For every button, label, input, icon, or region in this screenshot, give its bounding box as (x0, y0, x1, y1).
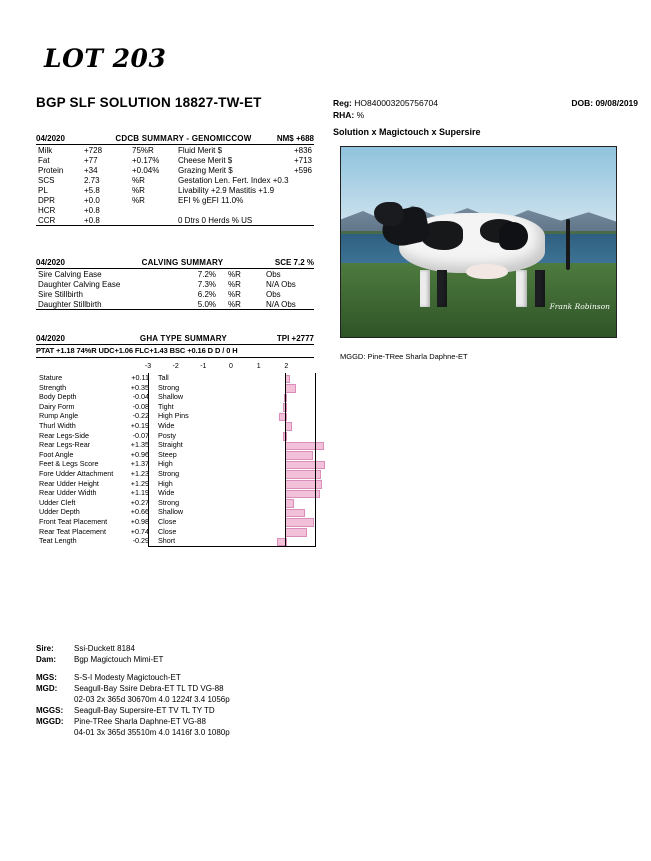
trait-value: +0.11 (131, 373, 149, 382)
cdcb-label2 (176, 205, 291, 215)
trait-name: Rear Udder Height (39, 478, 99, 488)
calving-label: Daughter Calving Ease (38, 279, 121, 289)
calving-label: Sire Stillbirth (38, 289, 83, 299)
cdcb-label: HCR (38, 205, 56, 215)
calving-header (36, 258, 314, 269)
rha-row (333, 110, 638, 122)
cdcb-value: +0.0 (84, 195, 100, 205)
table-row (36, 195, 314, 205)
table-row (36, 175, 314, 185)
trait-value: +0.66 (130, 507, 149, 517)
cow-tail (566, 219, 570, 270)
trait-name: Body Depth (39, 392, 77, 402)
dam-label: Dam: (36, 655, 57, 664)
table-row (36, 269, 314, 279)
cdcb-value2 (291, 185, 314, 195)
cdcb-pct (130, 215, 176, 226)
reg-label: Reg: (333, 98, 352, 108)
spacer (36, 665, 456, 672)
trait-value: +0.19 (130, 420, 149, 430)
cdcb-pct: +0.04% (132, 165, 160, 175)
trait-descriptor: Wide (157, 420, 175, 430)
trait-name: Rear Legs-Side (39, 430, 89, 440)
trait-name: Teat Length (39, 536, 77, 546)
trait-name: Stature (39, 373, 63, 382)
pedigree-mgs-row (36, 672, 456, 683)
cdcb-label: Fat (38, 155, 50, 165)
table-row (36, 289, 314, 299)
calving-value: 6.2% (197, 289, 216, 299)
trait-descriptor: Posty (157, 430, 176, 440)
trait-descriptor: Strong (157, 382, 180, 392)
calving-rel: %R (228, 289, 241, 299)
cdcb-pct: 75%R (132, 145, 154, 155)
gha-tpi: TPI +2777 (276, 334, 314, 343)
cow-leg (535, 270, 545, 306)
calving-rel: %R (228, 269, 241, 279)
trait-value: +1.37 (130, 459, 149, 469)
calving-obs: Obs (266, 269, 281, 279)
cdcb-value2 (291, 195, 314, 205)
animal-photo (340, 146, 617, 338)
pedigree-mggs-row (36, 705, 456, 716)
mggs-value: Seagull-Bay Supersire-ET TV TL TY TD (74, 706, 215, 715)
cdcb-pct: %R (132, 195, 145, 205)
dob-group (571, 98, 638, 108)
trait-value: +1.35 (130, 440, 149, 450)
trait-descriptor: Short (157, 536, 176, 546)
cdcb-value2 (291, 205, 314, 215)
mgd-label: MGD: (36, 684, 58, 693)
cdcb-value: +728 (84, 145, 103, 155)
cdcb-label: SCS (38, 175, 55, 185)
cdcb-pct: %R (132, 175, 145, 185)
trait-descriptor: Steep (157, 449, 177, 459)
pedigree-block (36, 643, 456, 738)
mgs-label: MGS: (36, 673, 57, 682)
mggd-value: Pine-TRee Sharla Daphne-ET VG-88 (74, 717, 206, 726)
cdcb-value2: +596 (293, 165, 312, 175)
sire-label: Sire: (36, 644, 54, 653)
cow-leg (516, 270, 526, 306)
gha-ptat-line: PTAT +1.18 74%R UDC+1.06 FLC+1.43 BSC +0.16 D D / 0 H (36, 345, 314, 358)
calving-sce: SCE 7.2 % (274, 258, 314, 267)
cdcb-value: +0.8 (82, 215, 130, 226)
trait-name: Rear Teat Placement (39, 526, 106, 536)
cdcb-summary-section (36, 134, 314, 226)
trait-name: Udder Depth (39, 507, 80, 517)
cdcb-label: Protein (38, 165, 64, 175)
pedigree-sire-row (36, 643, 456, 654)
cdcb-value2 (291, 215, 314, 226)
trait-value: -0.08 (132, 401, 149, 411)
axis-tick: -2 (172, 363, 179, 370)
trait-name: Dairy Form (39, 401, 75, 411)
trait-descriptor: Close (157, 516, 177, 526)
cdcb-label: Milk (38, 145, 53, 155)
table-row (36, 215, 314, 226)
table-row (36, 299, 314, 310)
table-row (36, 145, 314, 155)
trait-descriptor: Wide (157, 488, 175, 498)
trait-name: Fore Udder Attachment (39, 468, 114, 478)
trait-descriptor: Tight (157, 401, 174, 411)
cdcb-label2: Cheese Merit $ (178, 155, 233, 165)
pedigree-mggd-row (36, 716, 456, 727)
cdcb-label2: Grazing Merit $ (178, 165, 233, 175)
calving-value: 7.3% (197, 279, 216, 289)
cdcb-header (36, 134, 314, 145)
calving-title: CALVING SUMMARY (141, 258, 224, 267)
trait-name: Thurl Width (39, 420, 76, 430)
trait-descriptor: High (157, 459, 173, 469)
mgd-value: Seagull-Bay Ssire Debra-ET TL TD VG-88 (74, 684, 224, 693)
dam-value: Bgp Magictouch Mimi-ET (74, 655, 164, 664)
calving-obs: Obs (266, 289, 281, 299)
calving-value: 7.2% (197, 269, 216, 279)
sire-value: Ssi-Duckett 8184 (74, 644, 135, 653)
calving-label: Daughter Stillbirth (36, 299, 170, 310)
trait-descriptor: Straight (157, 440, 183, 450)
trait-value: +0.96 (130, 449, 149, 459)
trait-name: Rear Legs-Rear (39, 440, 91, 450)
dob-label: DOB: (571, 98, 594, 108)
cdcb-label2: Gestation Len. Fert. Index +0.3 (178, 175, 289, 185)
trait-name: Strength (39, 382, 67, 392)
trait-descriptor: Close (157, 526, 177, 536)
cdcb-value2 (291, 175, 314, 185)
trait-value: +0.35 (130, 382, 149, 392)
cow-figure (374, 200, 583, 306)
trait-value: +1.29 (130, 478, 149, 488)
trait-value: +1.19 (130, 488, 149, 498)
calving-rel: %R (228, 279, 241, 289)
cow-rump (499, 222, 528, 249)
animal-name: BGP SLF SOLUTION 18827-TW-ET (36, 95, 262, 110)
gha-title: GHA TYPE SUMMARY (139, 334, 227, 343)
table-row (36, 185, 314, 195)
gha-header (36, 334, 314, 345)
trait-descriptor: Strong (157, 497, 180, 507)
cdcb-value: 2.73 (84, 175, 100, 185)
cow-head (374, 202, 403, 225)
trait-value: +0.98 (130, 516, 149, 526)
cdcb-label: PL (38, 185, 48, 195)
cdcb-value2: +836 (293, 145, 312, 155)
trait-descriptor: High Pins (157, 411, 189, 421)
cow-udder (466, 264, 508, 279)
photo-credit: Frank Robinson (549, 302, 610, 311)
trait-value: +0.74 (130, 526, 149, 536)
cow-leg (420, 270, 430, 306)
pedigree-mgd-row (36, 683, 456, 694)
trait-value: -0.07 (132, 430, 149, 440)
trait-value: -0.22 (132, 411, 149, 421)
rha-label: RHA: (333, 110, 355, 120)
cdcb-label2: Fluid Merit $ (178, 145, 223, 155)
lot-number: LOT 203 (44, 44, 167, 73)
cdcb-value: +5.8 (84, 185, 100, 195)
trait-value: +0.27 (130, 497, 149, 507)
trait-descriptor: Shallow (157, 507, 184, 517)
pedigree-dam-row (36, 654, 456, 665)
trait-name: Front Teat Placement (39, 516, 108, 526)
mgd-production: 02-03 2x 365d 30670m 4.0 1224f 3.4 1056p (74, 695, 230, 704)
table-row (36, 279, 314, 289)
photo-caption: MGGD: Pine-TRee Sharla Daphne-ET (340, 352, 468, 361)
cow-leg (437, 270, 447, 306)
cdcb-value2: +713 (293, 155, 312, 165)
cdcb-date: 04/2020 (36, 134, 65, 143)
chart-axis (144, 363, 314, 373)
gha-date: 04/2020 (36, 334, 65, 343)
calving-table (36, 269, 314, 310)
cdcb-pct: +0.17% (132, 155, 160, 165)
axis-tick: -1 (200, 363, 207, 370)
cdcb-pct (130, 205, 176, 215)
calving-obs: N/A Obs (264, 299, 314, 310)
axis-tick: -3 (144, 363, 152, 370)
trait-descriptor: Tall (157, 373, 169, 382)
table-row (36, 155, 314, 165)
mggd-production: 04-01 3x 365d 35510m 4.0 1416f 3.0 1080p (74, 728, 230, 737)
axis-tick: 0 (229, 363, 233, 370)
trait-descriptor: Strong (157, 468, 180, 478)
trait-value: -0.29 (132, 536, 149, 546)
trait-descriptor: Shallow (157, 392, 184, 402)
mgs-value: S-S-I Modesty Magictouch-ET (74, 673, 181, 682)
cdcb-title: CDCB SUMMARY - GENOMICCOW (115, 134, 252, 143)
cdcb-label2: 0 Dtrs 0 Herds % US (176, 215, 291, 226)
calving-rel: %R (226, 299, 264, 310)
cdcb-table (36, 145, 314, 226)
trait-name: Foot Angle (39, 449, 74, 459)
calving-date: 04/2020 (36, 258, 65, 267)
cdcb-label2: Livability +2.9 Mastitis +1.9 (178, 185, 275, 195)
axis-tick: 2 (284, 363, 289, 370)
reg-value: HO840003205756704 (354, 98, 438, 108)
cdcb-label: CCR (36, 215, 82, 226)
chart-frame (148, 373, 316, 547)
calving-value: 5.0% (170, 299, 226, 310)
cdcb-value: +77 (84, 155, 98, 165)
trait-name: Feet & Legs Score (39, 459, 99, 469)
calving-summary-section (36, 258, 314, 310)
calving-obs: N/A Obs (266, 279, 296, 289)
mggs-label: MGGS: (36, 706, 64, 715)
mggd-label: MGGD: (36, 717, 64, 726)
calving-label: Sire Calving Ease (38, 269, 102, 279)
trait-name: Udder Cleft (39, 497, 76, 507)
trait-name: Rump Angle (39, 411, 79, 421)
rha-value: % (356, 110, 365, 120)
axis-tick: 1 (256, 363, 261, 370)
dob-value: 09/08/2019 (595, 98, 638, 108)
linear-trait-chart (36, 363, 314, 546)
table-row (36, 165, 314, 175)
trait-descriptor: High (157, 478, 173, 488)
registration-block (333, 98, 638, 122)
trait-name: Rear Udder Width (39, 488, 97, 498)
pedigree-summary: Solution x Magictouch x Supersire (333, 127, 481, 137)
cdcb-pct: %R (132, 185, 145, 195)
cdcb-value: +34 (84, 165, 98, 175)
cdcb-label2: EFI % gEFI 11.0% (178, 195, 244, 205)
gha-type-summary-section (36, 334, 314, 358)
cdcb-value: +0.8 (84, 205, 100, 215)
trait-value: -0.04 (132, 392, 149, 402)
cdcb-label: DPR (38, 195, 55, 205)
trait-value: +1.23 (130, 468, 149, 478)
cdcb-nm: NM$ +688 (276, 134, 314, 143)
reg-row (333, 98, 638, 110)
table-row (36, 205, 314, 215)
